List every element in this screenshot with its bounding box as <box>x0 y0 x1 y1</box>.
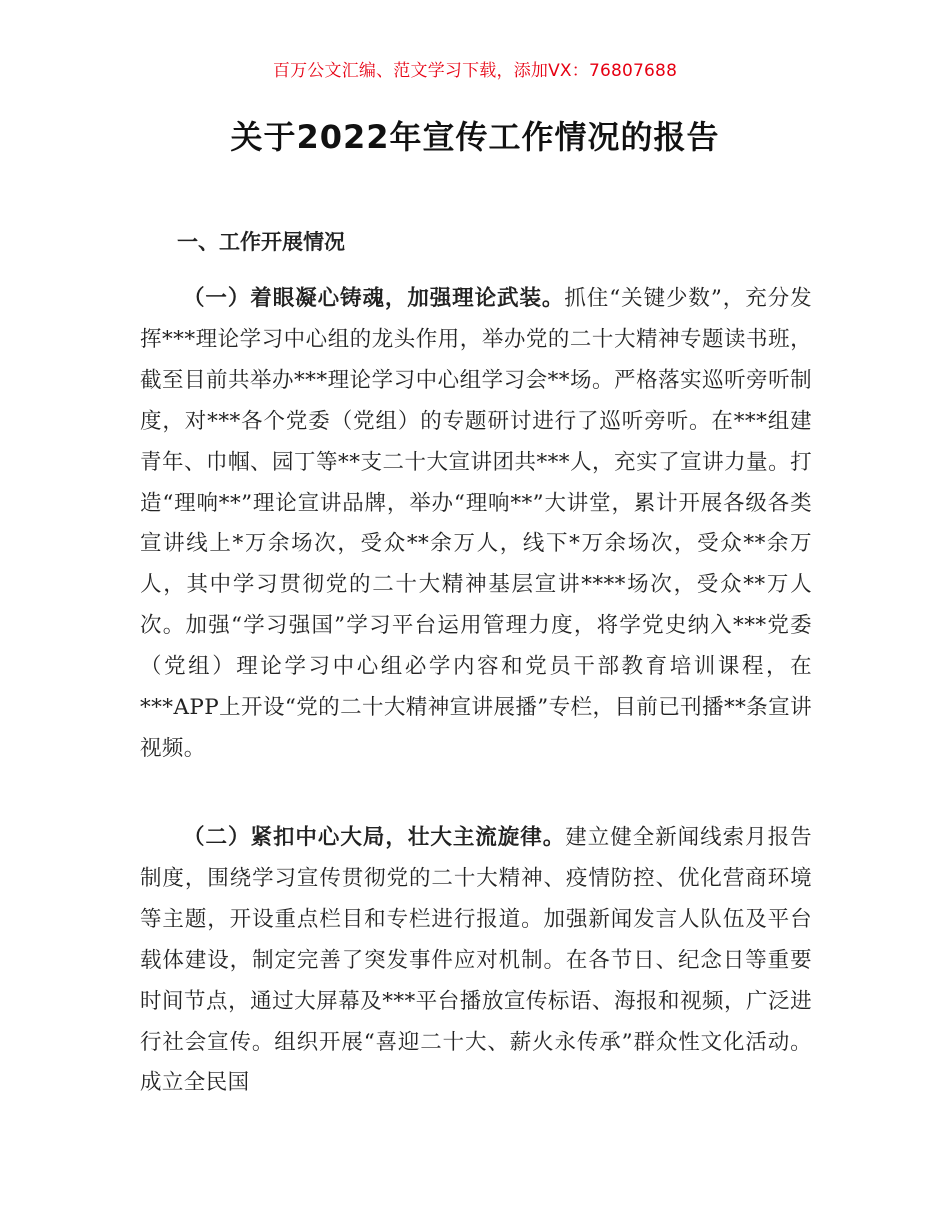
paragraph-2-lead: （二）紧扣中心大局，壮大主流旋律。 <box>183 825 566 850</box>
watermark-banner: 百万公文汇编、范文学习下载，添加VX：76807688 <box>272 61 678 81</box>
document-title: 关于2022年宣传工作情况的报告 <box>230 118 720 156</box>
paragraph-1-lead: （一）着眼凝心铸魂，加强理论武装。 <box>183 286 565 311</box>
paragraph-2 <box>140 818 812 1104</box>
paragraph-2-text: 建立健全新闻线索月报告制度，围绕学习宣传贯彻党的二十大精神、疫情防控、优化营商环境等主题，开设重点栏目和专栏进行报道。加强新闻发言人队伍及平台载体建设，制定完善了突发事件应对机制。在各节日、纪念日等重要时间节点，通过大屏幕及***平台播放宣传标语、海报和视频，广泛进行社会宣传。组织开展“喜迎二十大、薪火永传承”群众性文化活动。成立全民国 <box>140 825 812 1096</box>
section-heading: 一、工作开展情况 <box>177 230 345 254</box>
paragraph-1 <box>140 279 812 770</box>
paragraph-1-text: 抓住“关键少数”，充分发挥***理论学习中心组的龙头作用，举办党的二十大精神专题读书班，截至目前共举办***理论学习中心组学习会**场。严格落实巡听旁听制度，对***各个党委（党组）的专题研讨进行了巡听旁听。在***组建青年、巾帼、园丁等**支二十大宣讲团共***人，充实了宣讲力量。打造“理响**”理论宣讲品牌，举办“理响**”大讲堂，累计开展各级各类宣讲线上*万余场次，受众**余万人，线下*万余场次，受众**余万人，其中学习贯彻党的二十大精神基层宣讲****场次，受众**万人次。加强“学习强国”学习平台运用管理力度，将学党史纳入***党委（党组）理论学习中心组必学内容和党员干部教育培训课程，在***APP上开设“党的二十大精神宣讲展播”专栏，目前已刊播**条宣讲视频。 <box>140 286 812 761</box>
